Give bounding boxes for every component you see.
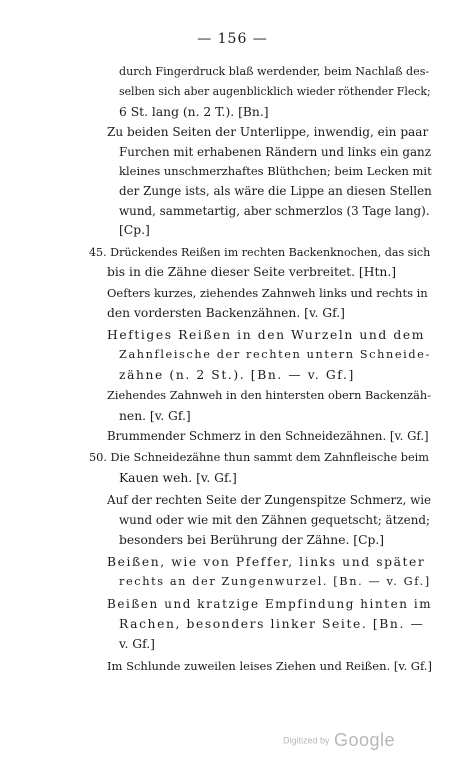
text-line: Auf der rechten Seite der Zungenspitze Schmerz, wie	[107, 493, 432, 507]
text-line: nen. [v. Gf.]	[119, 409, 191, 423]
text-line: [Cp.]	[119, 223, 150, 237]
text-line: bis in die Zähne dieser Seite verbreitet. [Htn.]	[107, 265, 397, 279]
google-logo: Google	[333, 730, 395, 750]
text-line: zähne (n. 2 St.). [Bn. — v. Gf.]	[119, 368, 355, 382]
text-line: kleines unschmerzhaftes Blüthchen; beim Lecken mit	[119, 164, 432, 178]
text-line: 50. Die Schneidezähne thun sammt dem Zahnfleische beim	[89, 451, 430, 464]
text-line: Rachen, besonders linker Seite. [Bn. —	[119, 617, 425, 631]
text-line: Heftiges Reißen in den Wurzeln und dem	[107, 328, 426, 342]
watermark-prefix: Digitized by	[282, 735, 330, 746]
text-line: selben sich aber augenblicklich wieder röthender Fleck;	[119, 85, 431, 98]
page-number: — 156 —	[197, 31, 268, 47]
text-line: Im Schlunde zuweilen leises Ziehen und Reißen. [v. Gf.]	[107, 659, 432, 673]
text-line: v. Gf.]	[119, 637, 155, 651]
digitized-by-google-watermark	[283, 730, 395, 751]
text-line: Zahnfleische der rechten untern Schneide-	[119, 348, 431, 361]
text-line: den vordersten Backenzähnen. [v. Gf.]	[107, 306, 345, 320]
text-line: Kauen weh. [v. Gf.]	[119, 471, 237, 485]
text-line: besonders bei Berührung der Zähne. [Cp.]	[119, 533, 385, 547]
text-line: Beißen und kratzige Empfindung hinten im	[107, 597, 433, 611]
text-line: rechts an der Zungenwurzel. [Bn. — v. Gf.]	[119, 575, 431, 588]
text-line: Brummender Schmerz in den Schneidezähnen. [v. Gf.]	[107, 429, 429, 443]
text-line: Oefters kurzes, ziehendes Zahnweh links und rechts in	[107, 286, 428, 300]
text-line: Ziehendes Zahnweh in den hintersten obern Backenzäh-	[107, 389, 431, 402]
text-line: der Zunge ists, als wäre die Lippe an diesen Stellen	[119, 184, 432, 198]
text-line: 6 St. lang (n. 2 T.). [Bn.]	[119, 105, 269, 119]
text-line: wund, sammetartig, aber schmerzlos (3 Tage lang).	[119, 204, 430, 218]
text-line: Beißen, wie von Pfeffer, links und später	[107, 555, 426, 569]
text-line: Furchen mit erhabenen Rändern und links ein ganz	[119, 145, 431, 159]
text-line: durch Fingerdruck blaß werdender, beim Nachlaß des-	[119, 65, 430, 78]
text-line: Zu beiden Seiten der Unterlippe, inwendig, ein paar	[107, 125, 429, 139]
text-line: wund oder wie mit den Zähnen gequetscht; ätzend;	[119, 513, 430, 527]
text-line: 45. Drückendes Reißen im rechten Backenknochen, das sich	[89, 246, 431, 259]
